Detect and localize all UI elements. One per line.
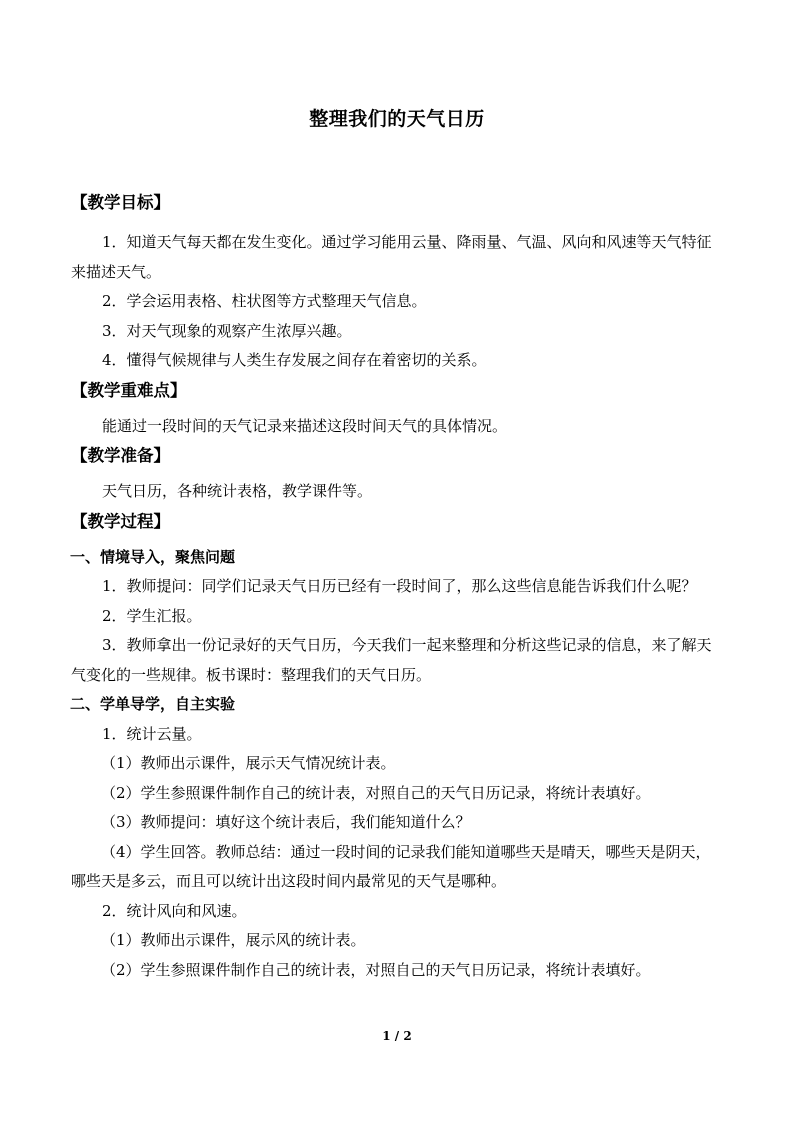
process-part2-item-8: （2）学生参照课件制作自己的统计表，对照自己的天气日历记录，将统计表填好。 bbox=[101, 960, 651, 979]
process-part1-item-1: 1．教师提问：同学们记录天气日历已经有一段时间了，那么这些信息能告诉我们什么呢？ bbox=[102, 577, 697, 595]
process-part2-item-2: （1）教师出示课件，展示天气情况统计表。 bbox=[101, 754, 396, 772]
process-part2-item-6: 2．统计风向和风速。 bbox=[102, 901, 247, 920]
goal-item-1: 1．知道天气每天都在发生变化。通过学习能用云量、降雨量、气温、风向和风速等天气特征来描述天气。 bbox=[71, 233, 712, 281]
section-heading-goals: 【教学目标】 bbox=[71, 193, 170, 212]
section-heading-process: 【教学过程】 bbox=[71, 511, 170, 531]
process-part1-item-3: 3．教师拿出一份记录好的天气日历，今天我们一起来整理和分析这些记录的信息，来了解天气变化的一些规律。板书课时：整理我们的天气日历。 bbox=[71, 636, 712, 684]
process-part2-item-1: 1．统计云量。 bbox=[102, 724, 202, 743]
document-title: 整理我们的天气日历 bbox=[309, 108, 485, 130]
process-part1-heading: 一、情境导入，聚焦问题 bbox=[70, 547, 236, 566]
section-heading-key-points: 【教学重难点】 bbox=[71, 380, 187, 400]
section-heading-preparation: 【教学准备】 bbox=[71, 446, 170, 465]
key-points-text: 能通过一段时间的天气记录来描述这段时间天气的具体情况。 bbox=[102, 416, 508, 435]
process-part2-item-7: （1）教师出示课件，展示风的统计表。 bbox=[101, 931, 366, 949]
process-part2-item-4: （3）教师提问：填好这个统计表后，我们能知道什么？ bbox=[101, 813, 471, 831]
process-part1-item-2: 2．学生汇报。 bbox=[102, 606, 202, 625]
page-number: 1 / 2 bbox=[382, 1029, 412, 1043]
document-body bbox=[71, 188, 721, 985]
process-part2-heading: 二、学单导学，自主实验 bbox=[70, 695, 236, 713]
preparation-text: 天气日历，各种统计表格，教学课件等。 bbox=[102, 482, 373, 500]
process-part2-item-3: （2）学生参照课件制作自己的统计表，对照自己的天气日历记录，将统计表填好。 bbox=[101, 783, 651, 802]
goal-item-4: 4．懂得气候规律与人类生存发展之间存在着密切的关系。 bbox=[102, 351, 487, 369]
goal-item-2: 2．学会运用表格、柱状图等方式整理天气信息。 bbox=[102, 292, 427, 310]
goal-item-3: 3．对天气现象的观察产生浓厚兴趣。 bbox=[102, 321, 352, 340]
process-part2-item-5: （4）学生回答。教师总结：通过一段时间的记录我们能知道哪些天是晴天，哪些天是阴天，哪些天是多云，而且可以统计出这段时间内最常见的天气是哪种。 bbox=[71, 842, 711, 890]
